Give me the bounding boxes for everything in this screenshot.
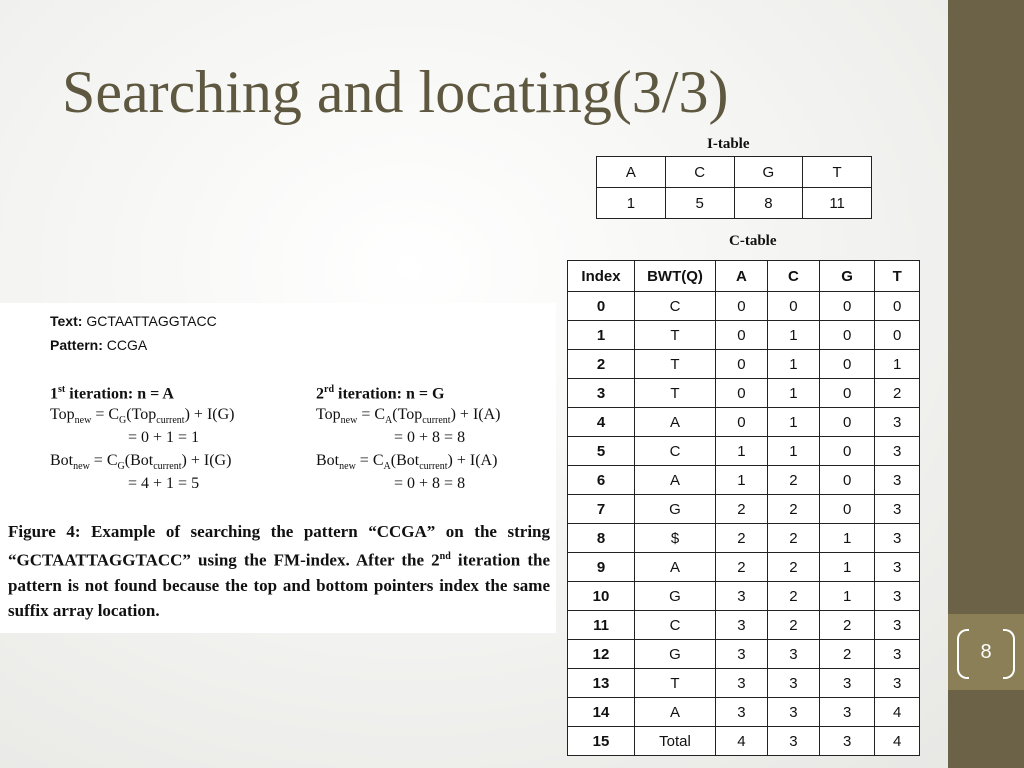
index-cell: 11	[568, 611, 635, 640]
count-cell: 2	[767, 553, 819, 582]
bwt-cell: T	[635, 669, 716, 698]
itable-value-cell: 8	[734, 188, 803, 219]
count-cell: 1	[767, 437, 819, 466]
count-cell: 0	[819, 408, 875, 437]
figure-image	[0, 303, 556, 633]
ctable-header-cell: T	[875, 261, 920, 292]
bwt-cell: A	[635, 466, 716, 495]
count-cell: 3	[875, 582, 920, 611]
table-row	[568, 582, 920, 611]
itable	[596, 156, 872, 219]
index-cell: 15	[568, 727, 635, 756]
iteration-2-bot-result: = 0 + 8 = 8	[394, 475, 466, 492]
itable-header-cell: T	[803, 157, 872, 188]
count-cell: 0	[875, 292, 920, 321]
count-cell: 2	[767, 611, 819, 640]
index-cell: 1	[568, 321, 635, 350]
iteration-2-heading: 2rd iteration: n = G	[316, 384, 445, 403]
iteration-1-top-result: = 0 + 1 = 1	[128, 429, 200, 446]
bwt-cell: C	[635, 292, 716, 321]
pattern-label: Pattern:	[50, 337, 103, 353]
itable-value-row	[597, 188, 872, 219]
count-cell: 1	[767, 379, 819, 408]
count-cell: 3	[716, 611, 768, 640]
count-cell: 1	[716, 466, 768, 495]
table-row	[568, 495, 920, 524]
count-cell: 3	[716, 640, 768, 669]
table-row	[568, 321, 920, 350]
count-cell: 1	[767, 408, 819, 437]
slide-number: 8	[980, 640, 992, 663]
count-cell: 3	[875, 524, 920, 553]
ctable-header-cell: Index	[568, 261, 635, 292]
count-cell: 1	[716, 437, 768, 466]
count-cell: 0	[716, 408, 768, 437]
iteration-1-bot-formula: $Bot_{new} = C_G(Bot_{current}) + I(G)$	[50, 452, 232, 473]
iteration-2-top-formula: $Top_{new} = C_A(Top_{current}) + I(A)$	[316, 406, 501, 427]
count-cell: 0	[819, 321, 875, 350]
count-cell: 4	[875, 698, 920, 727]
index-cell: 14	[568, 698, 635, 727]
bwt-cell: A	[635, 553, 716, 582]
count-cell: 3	[716, 669, 768, 698]
iteration-1	[50, 385, 300, 505]
count-cell: 1	[875, 350, 920, 379]
table-row	[568, 698, 920, 727]
count-cell: 0	[819, 466, 875, 495]
index-cell: 8	[568, 524, 635, 553]
count-cell: 3	[875, 495, 920, 524]
text-line	[50, 313, 217, 329]
count-cell: 0	[716, 321, 768, 350]
text-label: Text:	[50, 313, 83, 329]
count-cell: 0	[819, 437, 875, 466]
count-cell: 2	[767, 495, 819, 524]
bwt-cell: Total	[635, 727, 716, 756]
count-cell: 3	[875, 466, 920, 495]
table-row	[568, 727, 920, 756]
iteration-2-top-result: = 0 + 8 = 8	[394, 429, 466, 446]
table-row	[568, 669, 920, 698]
count-cell: 4	[716, 727, 768, 756]
bwt-cell: C	[635, 611, 716, 640]
itable-header-cell: G	[734, 157, 803, 188]
table-row	[568, 379, 920, 408]
ctable-caption: C-table	[729, 233, 777, 249]
ctable-header-row	[568, 261, 920, 292]
iteration-2-bot-formula: $Bot_{new} = C_A(Bot_{current}) + I(A)$	[316, 452, 498, 473]
count-cell: 3	[716, 698, 768, 727]
table-row	[568, 437, 920, 466]
pattern-value: CCGA	[106, 337, 148, 353]
count-cell: 1	[767, 350, 819, 379]
count-cell: 0	[716, 379, 768, 408]
count-cell: 3	[767, 727, 819, 756]
count-cell: 2	[767, 466, 819, 495]
itable-caption: I-table	[707, 136, 750, 152]
index-cell: 12	[568, 640, 635, 669]
table-row	[568, 408, 920, 437]
iteration-1-bot-result: = 4 + 1 = 5	[128, 475, 200, 492]
bwt-cell: G	[635, 640, 716, 669]
count-cell: 2	[767, 524, 819, 553]
bwt-cell: T	[635, 379, 716, 408]
bwt-cell: T	[635, 350, 716, 379]
slide-number-box	[957, 629, 1015, 675]
count-cell: 3	[767, 640, 819, 669]
ctable-header-cell: C	[767, 261, 819, 292]
count-cell: 3	[819, 698, 875, 727]
index-cell: 4	[568, 408, 635, 437]
index-cell: 3	[568, 379, 635, 408]
ctable-header-cell: BWT(Q)	[635, 261, 716, 292]
itable-header-row	[597, 157, 872, 188]
itable-value-cell: 11	[803, 188, 872, 219]
count-cell: 0	[716, 292, 768, 321]
right-bracket	[1003, 629, 1015, 679]
iteration-2	[316, 385, 556, 505]
bwt-cell: T	[635, 321, 716, 350]
ctable-header-cell: G	[819, 261, 875, 292]
count-cell: 3	[875, 408, 920, 437]
count-cell: 2	[767, 582, 819, 611]
count-cell: 3	[819, 727, 875, 756]
count-cell: 4	[875, 727, 920, 756]
ctable-header-cell: A	[716, 261, 768, 292]
index-cell: 5	[568, 437, 635, 466]
count-cell: 3	[875, 611, 920, 640]
count-cell: 0	[819, 379, 875, 408]
count-cell: 1	[819, 553, 875, 582]
bwt-cell: G	[635, 582, 716, 611]
table-row	[568, 292, 920, 321]
slide-title: Searching and locating(3/3)	[62, 59, 729, 125]
count-cell: 3	[875, 640, 920, 669]
bwt-cell: C	[635, 437, 716, 466]
index-cell: 9	[568, 553, 635, 582]
table-row	[568, 350, 920, 379]
index-cell: 2	[568, 350, 635, 379]
count-cell: 0	[767, 292, 819, 321]
count-cell: 3	[716, 582, 768, 611]
count-cell: 3	[767, 669, 819, 698]
bwt-cell: A	[635, 408, 716, 437]
text-value: GCTAATTAGGTACC	[86, 313, 217, 329]
count-cell: 0	[716, 350, 768, 379]
table-row	[568, 553, 920, 582]
bwt-cell: $	[635, 524, 716, 553]
bwt-cell: G	[635, 495, 716, 524]
bwt-cell: A	[635, 698, 716, 727]
count-cell: 2	[819, 640, 875, 669]
count-cell: 3	[767, 698, 819, 727]
pattern-line	[50, 337, 147, 353]
left-bracket	[957, 629, 969, 679]
count-cell: 3	[819, 669, 875, 698]
iteration-1-heading: 1st iteration: n = A	[50, 384, 174, 403]
index-cell: 6	[568, 466, 635, 495]
count-cell: 1	[819, 524, 875, 553]
index-cell: 10	[568, 582, 635, 611]
count-cell: 2	[716, 495, 768, 524]
count-cell: 0	[819, 350, 875, 379]
table-row	[568, 466, 920, 495]
count-cell: 0	[875, 321, 920, 350]
ctable	[567, 260, 920, 756]
count-cell: 3	[875, 669, 920, 698]
count-cell: 2	[819, 611, 875, 640]
itable-header-cell: C	[665, 157, 734, 188]
count-cell: 2	[716, 553, 768, 582]
count-cell: 2	[875, 379, 920, 408]
iteration-1-top-formula: $Top_{new} = C_G(Top_{current}) + I(G)$	[50, 406, 235, 427]
table-row	[568, 524, 920, 553]
count-cell: 3	[875, 437, 920, 466]
index-cell: 7	[568, 495, 635, 524]
figure-caption: Figure 4: Example of searching the pattern “CCGA” on the string “GCTAATTAGGTACC” using the FM-index. After the 2nd iteration the pattern is not found because the top and bottom pointers index the same suffix array location.	[8, 522, 550, 620]
index-cell: 0	[568, 292, 635, 321]
table-row	[568, 611, 920, 640]
itable-header-cell: A	[597, 157, 666, 188]
count-cell: 1	[819, 582, 875, 611]
index-cell: 13	[568, 669, 635, 698]
itable-value-cell: 1	[597, 188, 666, 219]
count-cell: 0	[819, 292, 875, 321]
itable-value-cell: 5	[665, 188, 734, 219]
count-cell: 3	[875, 553, 920, 582]
count-cell: 1	[767, 321, 819, 350]
count-cell: 2	[716, 524, 768, 553]
table-row	[568, 640, 920, 669]
count-cell: 0	[819, 495, 875, 524]
